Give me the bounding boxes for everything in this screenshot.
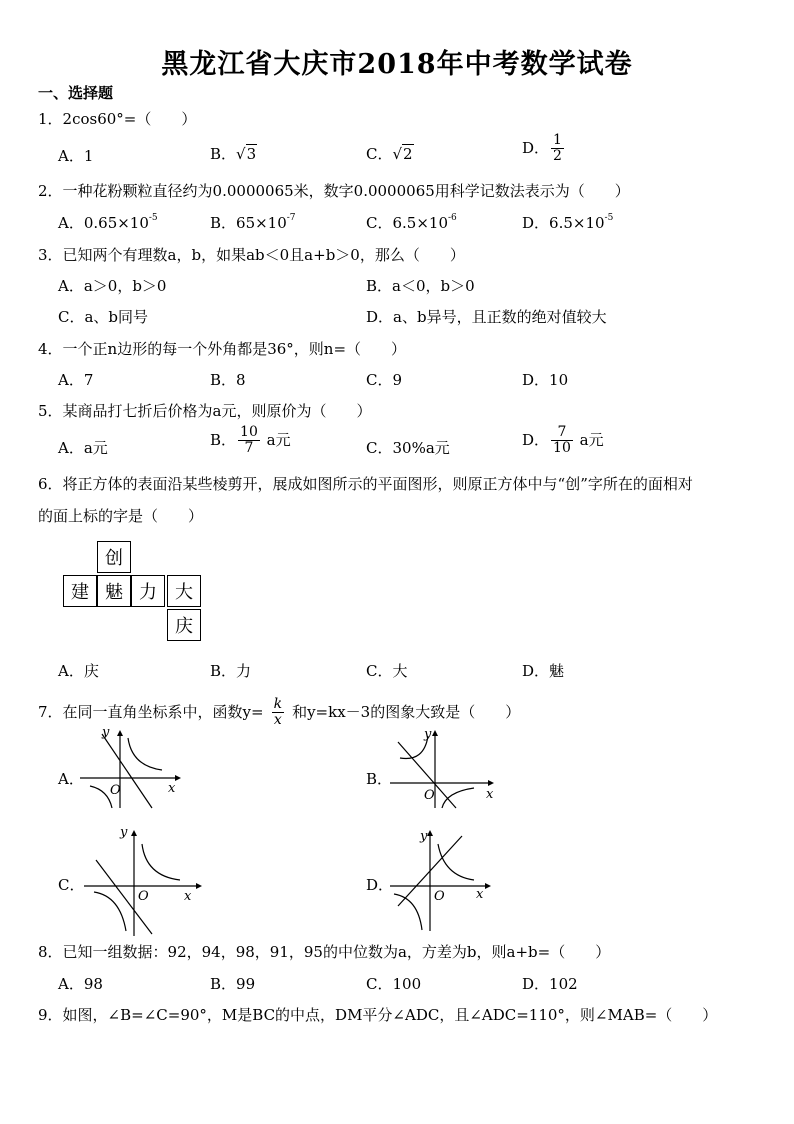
numerator: 10: [240, 424, 258, 440]
y-axis-arrow: [131, 830, 137, 836]
hyperbola-branch-2: [94, 892, 126, 931]
question-6-stem-line2: 的面上标的字是（ ）: [38, 507, 204, 525]
hyperbola-branch-1: [142, 844, 180, 880]
q1-option-b: [210, 143, 257, 164]
x-label: x: [476, 887, 484, 902]
numerator: 1: [553, 132, 562, 148]
fraction: [238, 425, 260, 457]
origin-label: O: [434, 889, 445, 904]
hyperbola-branch-2: [90, 786, 112, 808]
sqrt-symbol: √2: [392, 145, 413, 163]
q1-option-d: [522, 133, 566, 165]
q6-option-b: B．力: [210, 662, 252, 680]
section-heading: 一、选择题: [38, 84, 114, 102]
question-1-stem: 1．2cos60°=（ ）: [38, 110, 197, 128]
q4-option-a: A．7: [58, 371, 94, 389]
x-label: x: [184, 889, 192, 904]
net-cell-jian: 建: [63, 575, 97, 607]
q5-d-prefix: D．: [522, 430, 550, 449]
denominator: 2: [553, 148, 562, 165]
q7-label-a: A．: [58, 770, 84, 788]
graph-d: [390, 826, 500, 936]
y-label: y: [102, 725, 110, 740]
q7-label-b: B．: [366, 770, 393, 788]
q5-b-suffix: a元: [266, 430, 291, 449]
q1-c-prefix: C．: [366, 145, 393, 163]
q5-option-b: [210, 425, 291, 457]
numerator: 7: [551, 425, 573, 441]
question-6-stem-line1: 6．将正方体的表面沿某些棱剪开，展成如图所示的平面图形，则原正方体中与“创”字所在的面相对: [38, 475, 693, 493]
graph-a: [80, 725, 190, 808]
origin-label: O: [138, 889, 149, 904]
graph-b: [390, 728, 500, 808]
q5-b-prefix: B．: [210, 430, 237, 449]
q2-b-text: B．65×10: [210, 214, 287, 232]
net-cell-chuang: 创: [97, 541, 131, 573]
q5-option-c: C．30%a元: [366, 439, 450, 457]
origin-label: O: [110, 783, 121, 798]
y-axis-arrow: [117, 730, 123, 736]
q5-option-d: [522, 425, 604, 457]
question-8-stem: 8．已知一组数据：92，94，98，91，95的中位数为a，方差为b，则a+b=（ ）: [38, 943, 611, 961]
denominator: 10: [553, 440, 571, 457]
x-axis-arrow: [196, 883, 202, 889]
x-axis-arrow: [175, 775, 181, 781]
q2-d-text: D．6.5×10: [522, 214, 605, 232]
q8-option-c: C．100: [366, 975, 422, 993]
q7-stem-post: 和y=kx－3的图象大致是（ ）: [292, 702, 521, 721]
q8-option-b: B．99: [210, 975, 256, 993]
q7-label-d: D．: [366, 876, 394, 894]
q7-label-c: C．: [58, 876, 85, 894]
q2-c-text: C．6.5×10: [366, 214, 448, 232]
q2-option-a: [58, 212, 158, 233]
sqrt-symbol: √3: [236, 145, 257, 163]
graph-c: [84, 826, 209, 936]
radicand: 2: [403, 145, 413, 163]
q2-option-d: [522, 212, 613, 233]
y-axis-arrow: [432, 730, 438, 736]
fraction-k-over-x: [272, 697, 284, 729]
question-7-stem: [38, 697, 520, 729]
origin-label: O: [424, 788, 435, 803]
q5-d-suffix: a元: [579, 430, 604, 449]
q1-d-prefix: D．: [522, 138, 550, 157]
q8-option-d: D．102: [522, 975, 578, 993]
question-5-stem: 5．某商品打七折后价格为a元，则原价为（ ）: [38, 402, 372, 420]
hyperbola-branch-1: [438, 844, 474, 880]
q2-a-text: A．0.65×10: [58, 214, 149, 232]
q1-b-prefix: B．: [210, 145, 237, 163]
net-cell-li: 力: [131, 575, 165, 607]
y-label: y: [120, 825, 128, 840]
y-label: y: [420, 829, 428, 844]
q1-option-c: [366, 143, 414, 164]
hyperbola-branch-1: [128, 738, 162, 770]
question-2-stem: 2．一种花粉颗粒直径约为0.0000065米，数字0.0000065用科学记数法表示为（ ）: [38, 182, 630, 200]
q4-option-b: B．8: [210, 371, 246, 389]
q6-option-c: C．大: [366, 662, 408, 680]
q1-option-a: A．1: [58, 147, 94, 165]
q4-option-c: C．9: [366, 371, 403, 389]
y-axis-arrow: [427, 830, 433, 836]
exponent: -5: [148, 213, 158, 223]
page-title: 黑龙江省大庆市2018年中考数学试卷: [161, 49, 633, 80]
q3-option-a: A．a＞0，b＞0: [58, 277, 167, 295]
question-4-stem: 4．一个正n边形的每一个外角都是36°，则n=（ ）: [38, 340, 407, 358]
q5-option-a: A．a元: [58, 439, 108, 457]
q8-option-a: A．98: [58, 975, 103, 993]
x-label: x: [168, 781, 176, 796]
hyperbola-branch-2: [394, 894, 422, 930]
x-axis-arrow: [488, 780, 494, 786]
question-3-stem: 3．已知两个有理数a，b，如果ab＜0且a+b＞0，那么（ ）: [38, 246, 465, 264]
radicand: 3: [246, 145, 257, 163]
question-9-stem: 9．如图，∠B=∠C=90°，M是BC的中点，DM平分∠ADC，且∠ADC=110°，则∠MAB=（ ）: [38, 1006, 718, 1024]
numerator: k: [273, 696, 283, 712]
y-label: y: [424, 727, 432, 742]
denominator: 7: [244, 440, 254, 457]
q6-option-d: D．魅: [522, 662, 565, 680]
q4-option-d: D．10: [522, 371, 569, 389]
q2-option-b: [210, 212, 296, 233]
denominator: x: [273, 712, 282, 729]
q2-option-c: [366, 212, 457, 233]
exponent: -5: [604, 213, 614, 223]
net-cell-mei: 魅: [97, 575, 131, 607]
q7-stem-pre: 7．在同一直角坐标系中，函数y=: [38, 702, 264, 721]
exponent: -6: [448, 213, 457, 223]
x-axis-arrow: [485, 883, 491, 889]
fraction: [551, 133, 564, 165]
q6-option-a: A．庆: [58, 662, 99, 680]
fraction: [551, 425, 573, 457]
net-cell-da: 大: [167, 575, 201, 607]
q3-option-b: B．a＜0，b＞0: [366, 277, 475, 295]
net-cell-qing: 庆: [167, 609, 201, 641]
x-label: x: [486, 787, 494, 802]
q3-option-c: C．a、b同号: [58, 308, 149, 326]
exponent: -7: [286, 213, 296, 223]
q3-option-d: D．a、b异号，且正数的绝对值较大: [366, 308, 607, 326]
